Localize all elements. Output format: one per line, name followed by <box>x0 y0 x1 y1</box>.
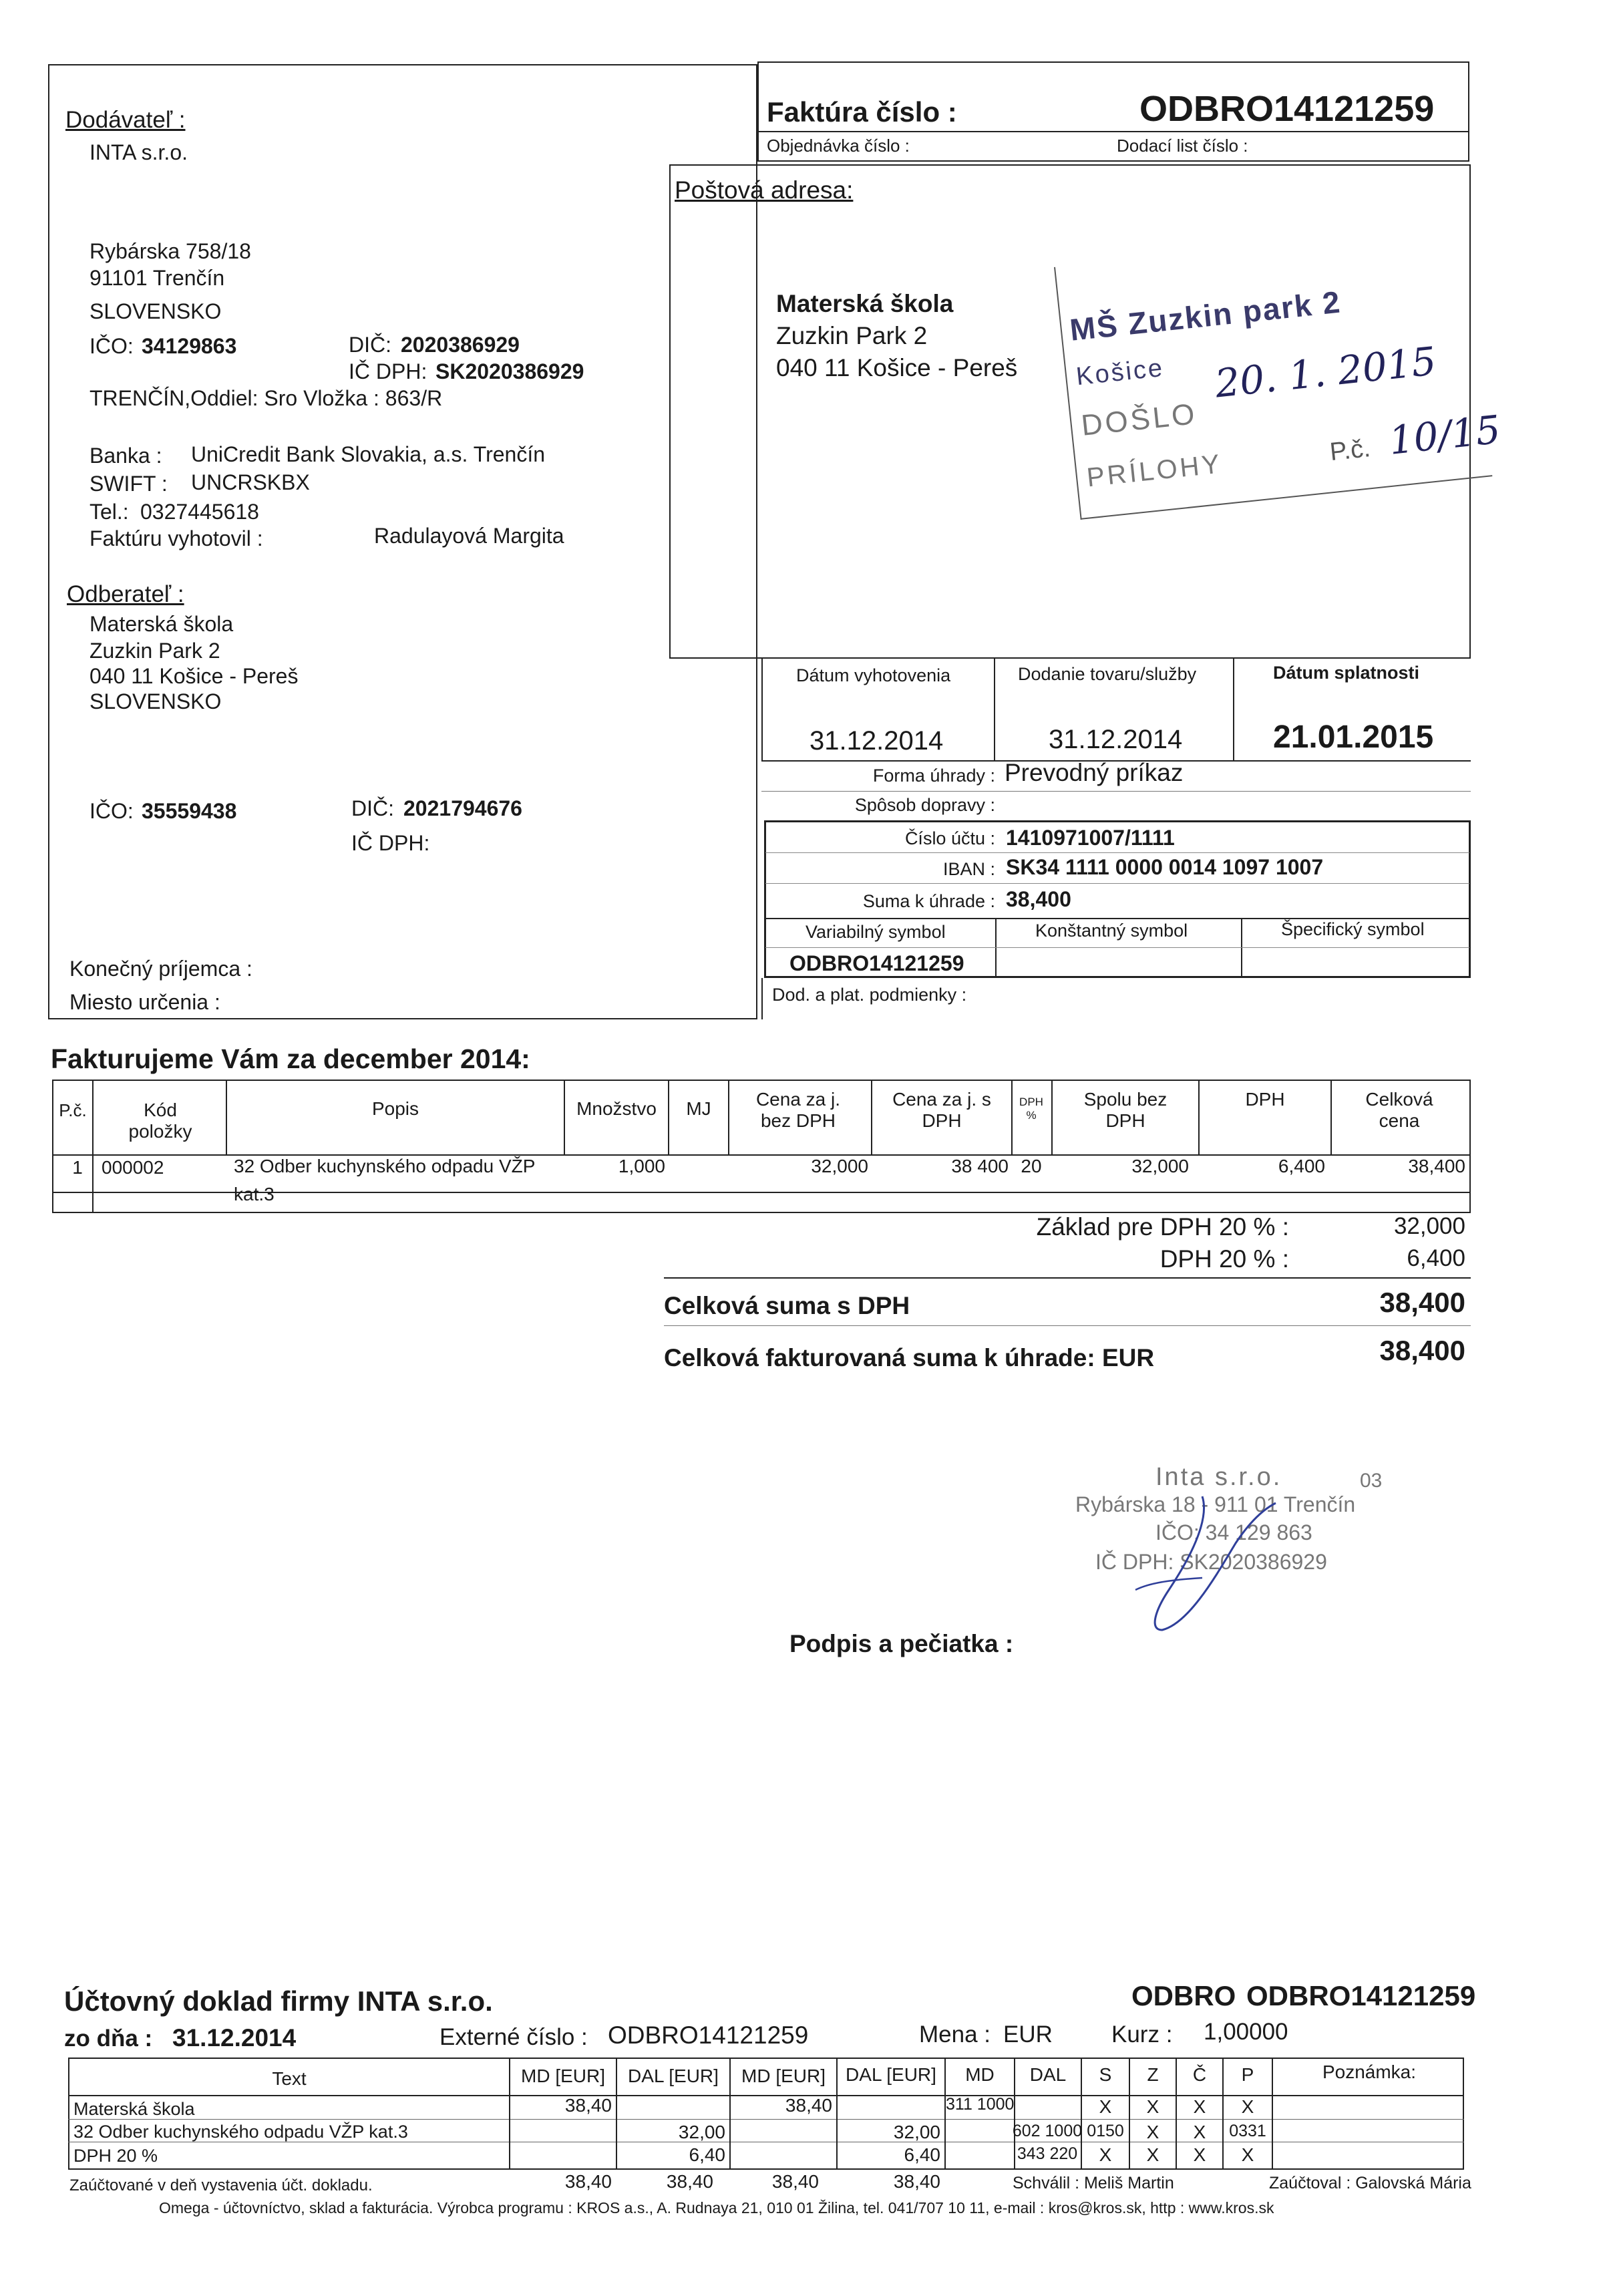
vat-amount: 6,400 <box>1407 1245 1465 1271</box>
supplier-bank-label: Banka : <box>90 444 162 468</box>
supplier-dic: 2020386929 <box>401 333 520 357</box>
issue-date: 31.12.2014 <box>810 726 944 756</box>
supplier-icdph-label: IČ DPH: <box>349 359 427 383</box>
symbols-divider-1 <box>995 918 997 978</box>
row1-vat-pct: 20 <box>1021 1156 1042 1176</box>
items-intro: Fakturujeme Vám za december 2014: <box>51 1043 530 1074</box>
acc-footer-dal2: 38,40 <box>893 2171 940 2192</box>
stamp-pc-handwritten: 10/15 <box>1387 406 1503 464</box>
seal-line4: IČ DPH: SK2020386929 <box>1095 1550 1327 1574</box>
acc-row2-dal2: 32,00 <box>893 2122 940 2142</box>
destination-label: Miesto určenia : <box>69 990 220 1014</box>
acc-h-p: P <box>1241 2064 1254 2085</box>
rate: 1,00000 <box>1204 2019 1288 2045</box>
acc-h-note: Poznámka: <box>1322 2062 1417 2082</box>
due-date: 21.01.2015 <box>1273 719 1434 755</box>
customer-heading: Odberateľ : <box>67 581 184 607</box>
supplier-ico-label: IČO: <box>90 334 134 358</box>
row1-vat: 6,400 <box>1278 1156 1325 1176</box>
bank-line-1 <box>765 852 1469 853</box>
row1-total-net: 32,000 <box>1131 1156 1189 1176</box>
header-total: Celková cena <box>1365 1089 1433 1132</box>
supplier-ico: 34129863 <box>142 334 237 358</box>
seal-line1: Inta s.r.o. <box>1155 1463 1282 1491</box>
acc-row3-z: X <box>1146 2144 1159 2165</box>
row1-pc: 1 <box>72 1157 83 1178</box>
supplier-name: INTA s.r.o. <box>90 140 188 164</box>
payment-form-label: Forma úhrady : <box>872 766 995 786</box>
postal-city: 040 11 Košice - Pereš <box>776 354 1018 381</box>
payment-form: Prevodný príkaz <box>1005 759 1184 786</box>
acc-row-line-1 <box>68 2119 1464 2120</box>
supplier-tel: 0327445618 <box>140 500 259 524</box>
postal-name: Materská škola <box>776 290 954 317</box>
acc-h-text: Text <box>272 2068 307 2089</box>
postal-street: Zuzkin Park 2 <box>776 322 928 349</box>
currency-label: Mena : <box>919 2021 991 2047</box>
delivery-note-label: Dodací list číslo : <box>1117 136 1248 156</box>
acc-row3-s: X <box>1099 2144 1112 2165</box>
acc-row3-dal2: 6,40 <box>904 2144 940 2165</box>
signature-label: Podpis a pečiatka : <box>789 1630 1014 1657</box>
customer-icdph-label: IČ DPH: <box>351 831 430 855</box>
software-footer: Omega - účtovníctvo, sklad a fakturácia. Výrobca programu : KROS a.s., A. Rudnaya 21, 010 01 Žilina, tel. 041/707 10 11, e-mail : kros@kros.sk, http : www.kros.sk <box>159 2199 1274 2217</box>
currency: EUR <box>1003 2021 1053 2047</box>
acc-row2-dal1: 32,00 <box>678 2122 725 2142</box>
acc-h-dal: DAL <box>1029 2064 1067 2085</box>
acc-footer-label: Zaúčtované v deň vystavenia účt. dokladu. <box>69 2176 373 2194</box>
booked-by: Zaúčtoval : Galovská Mária <box>1269 2174 1471 2192</box>
acc-row2-c: X <box>1193 2122 1206 2142</box>
acc-footer-md1: 38,40 <box>564 2171 612 2192</box>
row1-price-net: 32,000 <box>811 1156 868 1176</box>
external-number: ODBRO14121259 <box>608 2021 809 2049</box>
header-desc: Popis <box>371 1098 419 1119</box>
constant-symbol-label: Konštantný symbol <box>1035 921 1188 941</box>
acc-h-md: MD <box>965 2064 995 2085</box>
approved-by: Schválil : Meliš Martin <box>1013 2174 1174 2192</box>
totals-line-2 <box>664 1325 1471 1326</box>
acc-row1-md1: 38,40 <box>564 2095 612 2116</box>
header-mj: MJ <box>686 1098 711 1119</box>
acc-row2-s: 0150 <box>1087 2122 1124 2140</box>
acc-h-s: S <box>1099 2064 1112 2085</box>
col-line-5 <box>728 1080 729 1156</box>
accounting-doc-type: ODBRO <box>1131 1980 1236 2011</box>
vat-base-label: Základ pre DPH 20 % : <box>1036 1213 1289 1241</box>
sum-due-label: Suma k úhrade : <box>862 891 995 911</box>
issue-date-label: Dátum vyhotovenia <box>796 665 951 685</box>
external-number-label: Externé číslo : <box>439 2024 588 2050</box>
delivery-date: 31.12.2014 <box>1049 725 1183 754</box>
row1-price-gross: 38 400 <box>951 1156 1009 1176</box>
header-total-net: Spolu bez DPH <box>1083 1089 1168 1132</box>
row1-qty: 1,000 <box>618 1156 665 1176</box>
customer-ico: 35559438 <box>142 799 237 823</box>
iban-label: IBAN : <box>942 859 995 879</box>
accounting-date: 31.12.2014 <box>172 2024 297 2052</box>
invoice-number: ODBRO14121259 <box>1139 89 1435 129</box>
customer-name: Materská škola <box>90 612 234 636</box>
supplier-country: SLOVENSKO <box>90 299 222 323</box>
specific-symbol-label: Špecifický symbol <box>1281 919 1425 939</box>
col-line-6 <box>871 1080 872 1156</box>
acc-row1-text: Materská škola <box>73 2099 195 2119</box>
total-gross: 38,400 <box>1379 1287 1465 1318</box>
supplier-issuedby-label: Faktúru vyhotovil : <box>90 526 263 550</box>
acc-row2-z: X <box>1146 2122 1159 2142</box>
customer-ico-label: IČO: <box>90 799 134 823</box>
header-qty: Množstvo <box>576 1098 657 1119</box>
rate-label: Kurz : <box>1111 2021 1173 2047</box>
acc-footer-dal1: 38,40 <box>666 2171 713 2192</box>
supplier-register: TRENČÍN,Oddiel: Sro Vložka : 863/R <box>90 386 443 410</box>
iban: SK34 1111 0000 0014 1097 1007 <box>1006 855 1324 879</box>
acc-row1-c: X <box>1193 2096 1206 2117</box>
stamp-line3: DOŠLO <box>1079 397 1199 442</box>
header-vat: DPH <box>1245 1089 1285 1110</box>
customer-street: Zuzkin Park 2 <box>90 639 220 663</box>
accounting-title: Účtovný doklad firmy INTA s.r.o. <box>64 1985 493 2017</box>
supplier-swift: UNCRSKBX <box>191 470 310 494</box>
acc-h-dal2: DAL [EUR] <box>846 2064 936 2085</box>
col-line-7 <box>1011 1080 1013 1156</box>
supplier-bank: UniCredit Bank Slovakia, a.s. Trenčín <box>191 442 546 466</box>
invoice-title: Faktúra číslo : <box>767 96 957 128</box>
invoice-header-divider <box>759 131 1468 132</box>
customer-city: 040 11 Košice - Pereš <box>90 664 299 688</box>
vat-label: DPH 20 % : <box>1159 1245 1289 1273</box>
header-pc: P.č. <box>59 1100 87 1120</box>
acc-row1-z: X <box>1146 2096 1159 2117</box>
order-label: Objednávka číslo : <box>767 136 910 156</box>
supplier-heading: Dodávateľ : <box>65 107 186 133</box>
seal-code: 03 <box>1360 1470 1383 1492</box>
vat-base: 32,000 <box>1393 1213 1465 1239</box>
row1-desc-line1: 32 Odber kuchynského odpadu VŽP <box>234 1156 536 1176</box>
stamp-line1: MŠ Zuzkin park 2 <box>1068 284 1343 347</box>
acc-footer-md2: 38,40 <box>771 2171 819 2192</box>
stamp-line4: PRÍLOHY <box>1085 449 1224 493</box>
col-line-1 <box>92 1080 94 1213</box>
supplier-tel-label: Tel.: <box>90 500 129 524</box>
dates-left-border <box>761 659 763 762</box>
dates-divider-1 <box>994 659 995 762</box>
accounting-doc-number: ODBRO14121259 <box>1246 1980 1476 2011</box>
row1-total: 38,400 <box>1408 1156 1465 1176</box>
row1-desc-line2: kat.3 <box>234 1184 275 1204</box>
symbols-divider-2 <box>1241 918 1242 978</box>
handwritten-signature <box>1109 1476 1309 1643</box>
supplier-issuedby: Radulayová Margita <box>374 524 564 548</box>
dates-divider-2 <box>1233 659 1234 762</box>
variable-symbol: ODBRO14121259 <box>789 951 964 975</box>
acc-row1-p: X <box>1241 2096 1254 2117</box>
seal-line2: Rybárska 18 - 911 01 Trenčín <box>1075 1492 1356 1516</box>
payment-line-1 <box>761 791 1471 792</box>
total-pay-label: Celková fakturovaná suma k úhrade: EUR <box>664 1344 1155 1371</box>
seal-line3: IČO: 34 129 863 <box>1155 1520 1312 1544</box>
acc-row1-s: X <box>1099 2096 1112 2117</box>
acc-h-dal1: DAL [EUR] <box>628 2066 719 2086</box>
postal-heading: Poštová adresa: <box>675 176 854 204</box>
totals-line-1 <box>664 1277 1471 1279</box>
stamp-line2: Košice <box>1075 353 1166 391</box>
supplier-city: 91101 Trenčín <box>90 266 225 290</box>
variable-symbol-label: Variabilný symbol <box>806 922 946 942</box>
acc-row2-dal: 602 1000 <box>1012 2122 1083 2140</box>
acc-row3-text: DPH 20 % <box>73 2146 158 2166</box>
stamp-date-handwritten: 20. 1. 2015 <box>1213 338 1439 407</box>
acc-col-11 <box>1272 2058 1273 2170</box>
acc-h-md1: MD [EUR] <box>521 2066 605 2086</box>
account-number: 1410971007/1111 <box>1006 826 1175 850</box>
acc-row2-p: 0331 <box>1229 2122 1266 2140</box>
header-code: Kód položky <box>128 1100 192 1142</box>
customer-dic: 2021794676 <box>403 796 522 820</box>
supplier-swift-label: SWIFT : <box>90 472 168 496</box>
acc-row1-md: 311 1000 <box>946 2095 1015 2114</box>
acc-row3-dal1: 6,40 <box>689 2144 725 2165</box>
final-recipient-label: Konečný príjemca : <box>69 957 252 981</box>
stamp-pc-label: P.č. <box>1328 434 1372 467</box>
acc-row1-md2: 38,40 <box>785 2095 832 2116</box>
transport-label: Spôsob dopravy : <box>854 795 995 815</box>
supplier-icdph: SK2020386929 <box>435 359 584 383</box>
row1-code: 000002 <box>102 1157 164 1178</box>
acc-row3-c: X <box>1193 2144 1206 2165</box>
total-gross-label: Celková suma s DPH <box>664 1292 910 1319</box>
acc-h-md2: MD [EUR] <box>741 2066 826 2086</box>
terms-left-border <box>761 978 763 1019</box>
delivery-date-label: Dodanie tovaru/služby <box>1018 664 1197 684</box>
header-price-gross: Cena za j. s DPH <box>892 1089 991 1132</box>
bank-line-4 <box>765 947 1469 948</box>
supplier-street: Rybárska 758/18 <box>90 239 251 263</box>
account-label: Číslo účtu : <box>904 828 995 848</box>
acc-row3-dal: 343 220 <box>1017 2144 1078 2163</box>
header-price-net: Cena za j. bez DPH <box>755 1089 841 1132</box>
total-pay: 38,400 <box>1379 1335 1465 1366</box>
received-stamp <box>1054 224 1503 520</box>
terms-label: Dod. a plat. podmienky : <box>772 985 967 1005</box>
col-line-10 <box>1330 1080 1332 1156</box>
acc-h-c: Č <box>1192 2064 1207 2085</box>
accounting-date-label: zo dňa : <box>64 2025 153 2052</box>
acc-row3-p: X <box>1241 2144 1254 2165</box>
customer-country: SLOVENSKO <box>90 689 222 713</box>
due-date-label: Dátum splatnosti <box>1273 663 1420 683</box>
customer-dic-label: DIČ: <box>351 796 394 820</box>
supplier-dic-label: DIČ: <box>349 333 391 357</box>
header-vat-pct: DPH % <box>1019 1096 1043 1122</box>
acc-row2-text: 32 Odber kuchynského odpadu VŽP kat.3 <box>73 2122 408 2142</box>
acc-h-z: Z <box>1147 2064 1159 2085</box>
bank-line-2 <box>765 883 1469 884</box>
sum-due: 38,400 <box>1006 887 1071 911</box>
col-line-8 <box>1051 1080 1053 1156</box>
